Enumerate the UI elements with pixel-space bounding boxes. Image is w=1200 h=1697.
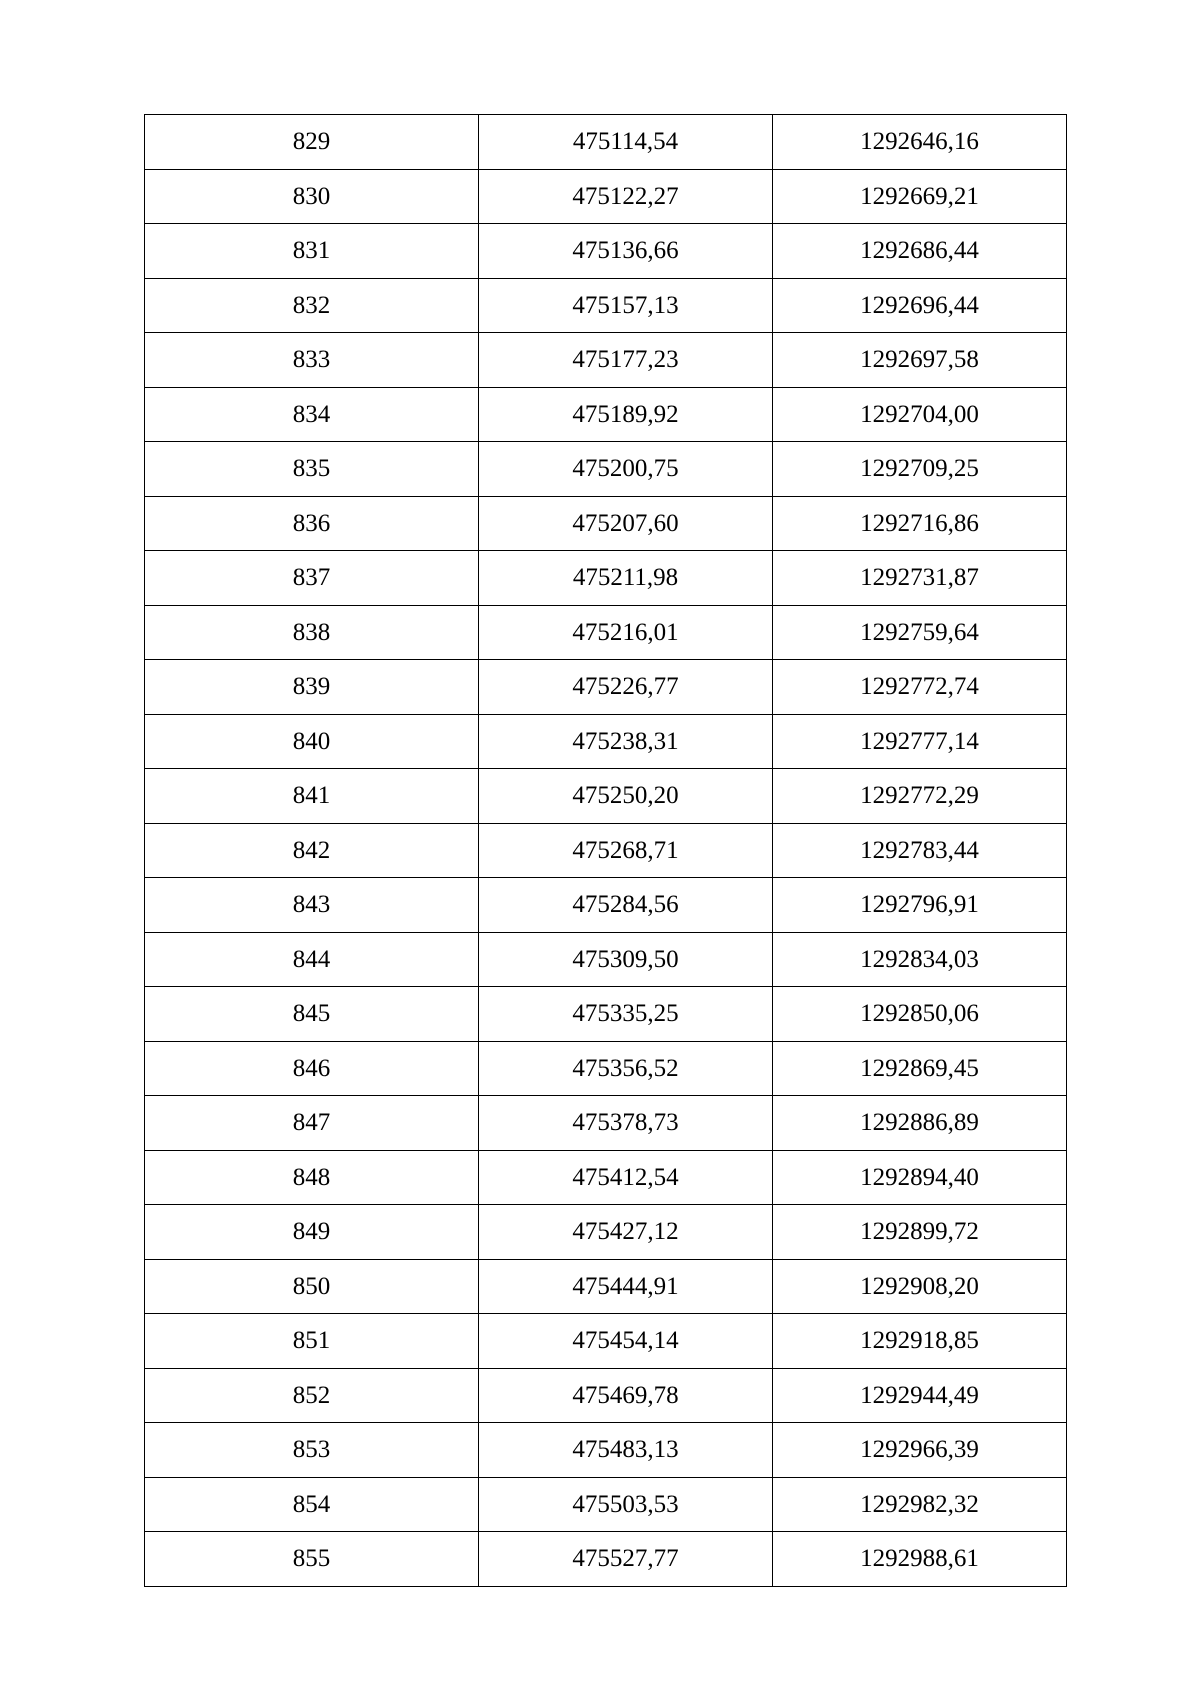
point-number-cell: 839 xyxy=(145,660,479,715)
table-row xyxy=(145,1096,1067,1151)
y-coordinate-cell: 1292894,40 xyxy=(773,1150,1067,1205)
table-row xyxy=(145,769,1067,824)
table-row xyxy=(145,1532,1067,1587)
table-row xyxy=(145,224,1067,279)
x-coordinate-cell: 475207,60 xyxy=(479,496,773,551)
point-number-cell: 841 xyxy=(145,769,479,824)
table-row xyxy=(145,1041,1067,1096)
x-coordinate-cell: 475309,50 xyxy=(479,932,773,987)
y-coordinate-cell: 1292850,06 xyxy=(773,987,1067,1042)
y-coordinate-cell: 1292646,16 xyxy=(773,115,1067,170)
table-row xyxy=(145,823,1067,878)
table-row xyxy=(145,387,1067,442)
x-coordinate-cell: 475335,25 xyxy=(479,987,773,1042)
y-coordinate-cell: 1292716,86 xyxy=(773,496,1067,551)
x-coordinate-cell: 475250,20 xyxy=(479,769,773,824)
x-coordinate-cell: 475189,92 xyxy=(479,387,773,442)
x-coordinate-cell: 475427,12 xyxy=(479,1205,773,1260)
point-number-cell: 836 xyxy=(145,496,479,551)
point-number-cell: 842 xyxy=(145,823,479,878)
point-number-cell: 854 xyxy=(145,1477,479,1532)
x-coordinate-cell: 475378,73 xyxy=(479,1096,773,1151)
y-coordinate-cell: 1292772,29 xyxy=(773,769,1067,824)
x-coordinate-cell: 475454,14 xyxy=(479,1314,773,1369)
y-coordinate-cell: 1292988,61 xyxy=(773,1532,1067,1587)
table-row xyxy=(145,333,1067,388)
x-coordinate-cell: 475527,77 xyxy=(479,1532,773,1587)
table-row xyxy=(145,1477,1067,1532)
y-coordinate-cell: 1292686,44 xyxy=(773,224,1067,279)
table-row xyxy=(145,1368,1067,1423)
y-coordinate-cell: 1292709,25 xyxy=(773,442,1067,497)
point-number-cell: 844 xyxy=(145,932,479,987)
point-number-cell: 832 xyxy=(145,278,479,333)
point-number-cell: 853 xyxy=(145,1423,479,1478)
point-number-cell: 846 xyxy=(145,1041,479,1096)
coordinates-table xyxy=(144,114,1067,1587)
y-coordinate-cell: 1292704,00 xyxy=(773,387,1067,442)
point-number-cell: 830 xyxy=(145,169,479,224)
table-row xyxy=(145,660,1067,715)
point-number-cell: 829 xyxy=(145,115,479,170)
point-number-cell: 847 xyxy=(145,1096,479,1151)
y-coordinate-cell: 1292772,74 xyxy=(773,660,1067,715)
table-row xyxy=(145,1259,1067,1314)
x-coordinate-cell: 475356,52 xyxy=(479,1041,773,1096)
point-number-cell: 855 xyxy=(145,1532,479,1587)
x-coordinate-cell: 475216,01 xyxy=(479,605,773,660)
y-coordinate-cell: 1292869,45 xyxy=(773,1041,1067,1096)
y-coordinate-cell: 1292783,44 xyxy=(773,823,1067,878)
table-row xyxy=(145,932,1067,987)
table-row xyxy=(145,878,1067,933)
x-coordinate-cell: 475284,56 xyxy=(479,878,773,933)
x-coordinate-cell: 475444,91 xyxy=(479,1259,773,1314)
y-coordinate-cell: 1292918,85 xyxy=(773,1314,1067,1369)
point-number-cell: 834 xyxy=(145,387,479,442)
point-number-cell: 850 xyxy=(145,1259,479,1314)
table-row xyxy=(145,169,1067,224)
table-row xyxy=(145,1205,1067,1260)
point-number-cell: 845 xyxy=(145,987,479,1042)
table-row xyxy=(145,496,1067,551)
point-number-cell: 849 xyxy=(145,1205,479,1260)
point-number-cell: 851 xyxy=(145,1314,479,1369)
y-coordinate-cell: 1292899,72 xyxy=(773,1205,1067,1260)
y-coordinate-cell: 1292759,64 xyxy=(773,605,1067,660)
x-coordinate-cell: 475483,13 xyxy=(479,1423,773,1478)
y-coordinate-cell: 1292777,14 xyxy=(773,714,1067,769)
table-row xyxy=(145,551,1067,606)
table-row xyxy=(145,1423,1067,1478)
y-coordinate-cell: 1292944,49 xyxy=(773,1368,1067,1423)
y-coordinate-cell: 1292834,03 xyxy=(773,932,1067,987)
x-coordinate-cell: 475136,66 xyxy=(479,224,773,279)
x-coordinate-cell: 475200,75 xyxy=(479,442,773,497)
x-coordinate-cell: 475469,78 xyxy=(479,1368,773,1423)
y-coordinate-cell: 1292796,91 xyxy=(773,878,1067,933)
point-number-cell: 848 xyxy=(145,1150,479,1205)
point-number-cell: 843 xyxy=(145,878,479,933)
point-number-cell: 831 xyxy=(145,224,479,279)
x-coordinate-cell: 475122,27 xyxy=(479,169,773,224)
y-coordinate-cell: 1292982,32 xyxy=(773,1477,1067,1532)
x-coordinate-cell: 475114,54 xyxy=(479,115,773,170)
table-row xyxy=(145,442,1067,497)
y-coordinate-cell: 1292966,39 xyxy=(773,1423,1067,1478)
table-row xyxy=(145,115,1067,170)
x-coordinate-cell: 475177,23 xyxy=(479,333,773,388)
y-coordinate-cell: 1292908,20 xyxy=(773,1259,1067,1314)
point-number-cell: 835 xyxy=(145,442,479,497)
y-coordinate-cell: 1292886,89 xyxy=(773,1096,1067,1151)
x-coordinate-cell: 475211,98 xyxy=(479,551,773,606)
table-row xyxy=(145,987,1067,1042)
point-number-cell: 852 xyxy=(145,1368,479,1423)
table-row xyxy=(145,1150,1067,1205)
x-coordinate-cell: 475503,53 xyxy=(479,1477,773,1532)
x-coordinate-cell: 475226,77 xyxy=(479,660,773,715)
x-coordinate-cell: 475238,31 xyxy=(479,714,773,769)
y-coordinate-cell: 1292696,44 xyxy=(773,278,1067,333)
table-row xyxy=(145,605,1067,660)
y-coordinate-cell: 1292669,21 xyxy=(773,169,1067,224)
point-number-cell: 838 xyxy=(145,605,479,660)
point-number-cell: 837 xyxy=(145,551,479,606)
table-row xyxy=(145,714,1067,769)
x-coordinate-cell: 475157,13 xyxy=(479,278,773,333)
point-number-cell: 833 xyxy=(145,333,479,388)
y-coordinate-cell: 1292731,87 xyxy=(773,551,1067,606)
table-row xyxy=(145,278,1067,333)
table-row xyxy=(145,1314,1067,1369)
coordinates-table-body xyxy=(145,115,1067,1587)
point-number-cell: 840 xyxy=(145,714,479,769)
x-coordinate-cell: 475268,71 xyxy=(479,823,773,878)
y-coordinate-cell: 1292697,58 xyxy=(773,333,1067,388)
x-coordinate-cell: 475412,54 xyxy=(479,1150,773,1205)
